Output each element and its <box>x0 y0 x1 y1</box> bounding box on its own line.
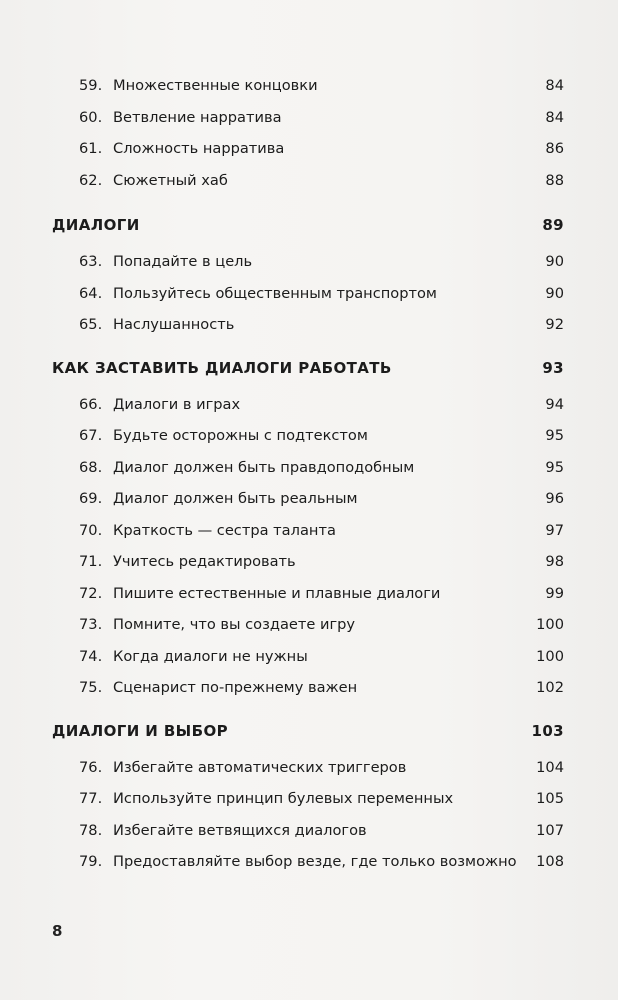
toc-section-heading <box>52 347 564 389</box>
toc-entry <box>52 609 564 641</box>
entry-page: 84 <box>545 77 564 94</box>
dot-leader <box>521 851 534 866</box>
entry-number: 68. <box>79 458 103 476</box>
entry-title: Пользуйтесь общественным транспортом <box>113 284 437 302</box>
table-of-contents <box>52 70 564 878</box>
toc-entry <box>52 783 564 815</box>
dot-leader <box>322 75 543 90</box>
dot-leader <box>359 614 533 629</box>
entry-title: Попадайте в цель <box>113 253 253 270</box>
entry-title: Когда диалоги не нужны <box>113 647 308 665</box>
section-page: 103 <box>531 721 564 740</box>
toc-entry <box>52 278 564 310</box>
entry-page: 107 <box>536 821 564 839</box>
entry-page: 96 <box>545 490 564 507</box>
dot-leader <box>144 215 541 230</box>
section-page: 89 <box>542 216 564 234</box>
dot-leader <box>441 283 543 298</box>
dot-leader <box>418 457 542 472</box>
entry-page: 104 <box>536 758 564 776</box>
entry-title: Краткость — сестра таланта <box>113 521 336 539</box>
entry-title: Избегайте ветвящихся диалогов <box>113 821 367 839</box>
toc-entry <box>52 389 564 421</box>
entry-page: 98 <box>545 553 564 570</box>
entry-number: 60. <box>79 108 103 126</box>
entry-page: 100 <box>536 647 564 665</box>
toc-entry <box>52 578 564 610</box>
entry-number: 61. <box>79 140 103 157</box>
toc-entry <box>52 515 564 547</box>
toc-entry <box>52 102 564 134</box>
entry-page: 97 <box>545 521 564 539</box>
dot-leader <box>410 757 533 772</box>
dot-leader <box>300 551 543 566</box>
entry-number: 73. <box>79 616 103 633</box>
dot-leader <box>361 677 533 692</box>
entry-title: Сценарист по-прежнему важен <box>113 679 358 696</box>
dot-leader <box>256 251 542 266</box>
entry-page: 95 <box>545 427 564 444</box>
entry-title: Сюжетный хаб <box>113 171 228 189</box>
toc-entry <box>52 546 564 578</box>
entry-title: Используйте принцип булевых переменных <box>113 790 454 807</box>
entry-number: 76. <box>79 758 103 776</box>
entry-number: 59. <box>79 77 103 94</box>
toc-entry <box>52 70 564 102</box>
entry-title: Пишите естественные и плавные диалоги <box>113 584 441 602</box>
toc-entry <box>52 815 564 847</box>
entry-page: 100 <box>536 616 564 633</box>
entry-page: 90 <box>545 253 564 270</box>
entry-page: 105 <box>536 790 564 807</box>
entry-number: 63. <box>79 253 103 270</box>
dot-leader <box>232 170 543 185</box>
entry-title: Помните, что вы создаете игру <box>113 616 356 633</box>
entry-number: 65. <box>79 316 103 333</box>
entry-page: 108 <box>536 853 564 870</box>
toc-entry <box>52 641 564 673</box>
section-title: ДИАЛОГИ <box>52 216 140 234</box>
entry-number: 74. <box>79 647 103 665</box>
entry-title: Диалог должен быть реальным <box>113 490 358 507</box>
entry-number: 75. <box>79 679 103 696</box>
dot-leader <box>232 721 529 736</box>
entry-page: 94 <box>545 395 564 413</box>
dot-leader <box>244 394 542 409</box>
section-title: ДИАЛОГИ И ВЫБОР <box>52 721 228 740</box>
dot-leader <box>238 314 542 329</box>
entry-number: 79. <box>79 853 103 870</box>
toc-entry <box>52 452 564 484</box>
entry-page: 84 <box>545 108 564 126</box>
entry-page: 88 <box>545 171 564 189</box>
dot-leader <box>288 138 542 153</box>
dot-leader <box>371 820 534 835</box>
toc-entry <box>52 752 564 784</box>
entry-number: 77. <box>79 790 103 807</box>
dot-leader <box>362 488 543 503</box>
entry-title: Будьте осторожны с подтекстом <box>113 427 368 444</box>
entry-number: 66. <box>79 395 103 413</box>
toc-entry <box>52 165 564 197</box>
toc-entry <box>52 672 564 704</box>
entry-title: Предоставляйте выбор везде, где только возможно <box>113 853 517 870</box>
entry-title: Диалоги в играх <box>113 395 241 413</box>
entry-title: Наслушанность <box>113 316 235 333</box>
dot-leader <box>457 788 533 803</box>
entry-number: 71. <box>79 553 103 570</box>
entry-title: Учитесь редактировать <box>113 553 296 570</box>
entry-page: 95 <box>545 458 564 476</box>
toc-section-heading <box>52 710 564 752</box>
entry-page: 102 <box>536 679 564 696</box>
page-number: 8 <box>52 922 63 940</box>
entry-page: 86 <box>545 140 564 157</box>
toc-entry <box>52 420 564 452</box>
dot-leader <box>340 520 543 535</box>
entry-title: Избегайте автоматических триггеров <box>113 758 407 776</box>
section-title: КАК ЗАСТАВИТЬ ДИАЛОГИ РАБОТАТЬ <box>52 358 392 377</box>
toc-entry <box>52 133 564 165</box>
entry-page: 99 <box>545 584 564 602</box>
section-page: 93 <box>542 358 564 377</box>
dot-leader <box>312 646 533 661</box>
entry-title: Ветвление нарратива <box>113 108 282 126</box>
entry-title: Сложность нарратива <box>113 140 285 157</box>
dot-leader <box>372 425 543 440</box>
entry-number: 67. <box>79 427 103 444</box>
entry-title: Диалог должен быть правдоподобным <box>113 458 415 476</box>
entry-page: 92 <box>545 316 564 333</box>
toc-section-heading <box>52 204 564 246</box>
entry-title: Множественные концовки <box>113 77 318 94</box>
toc-entry <box>52 483 564 515</box>
toc-entry <box>52 846 564 878</box>
dot-leader <box>396 358 541 373</box>
entry-number: 70. <box>79 521 103 539</box>
entry-number: 64. <box>79 284 103 302</box>
entry-number: 72. <box>79 584 103 602</box>
toc-entry <box>52 246 564 278</box>
entry-number: 62. <box>79 171 103 189</box>
entry-number: 69. <box>79 490 103 507</box>
entry-number: 78. <box>79 821 103 839</box>
toc-entry <box>52 309 564 341</box>
dot-leader <box>286 107 543 122</box>
entry-page: 90 <box>545 284 564 302</box>
dot-leader <box>444 583 542 598</box>
